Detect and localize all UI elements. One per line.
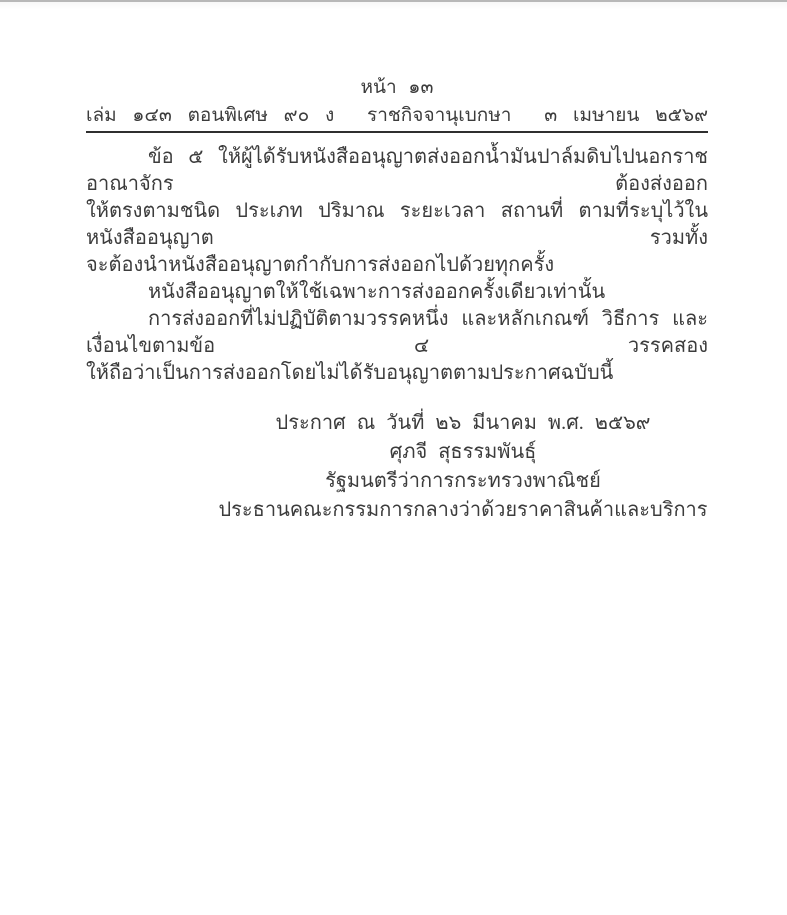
gazette-name-label: ราชกิจจานุเบกษา	[367, 105, 512, 126]
signer-name: ศุภจี สุธรรมพันธุ์	[389, 441, 537, 463]
paragraph-single-use	[86, 279, 708, 306]
signer-title-minister: รัฐมนตรีว่าการกระทรวงพาณิชย์	[325, 470, 601, 492]
volume-info-label: เล่ม ๑๔๓ ตอนพิเศษ ๙๐ ง	[86, 105, 335, 126]
gazette-masthead	[86, 104, 708, 128]
body-text-line: ให้ถือว่าเป็นการส่งออกโดยไม่ได้รับอนุญาตตามประกาศฉบับนี้	[86, 362, 614, 384]
body-text-line: ข้อ ๕ ให้ผู้ได้รับหนังสืออนุญาตส่งออกน้ำมันปาล์มดิบไปนอกราชอาณาจักร ต้องส่งออก	[86, 146, 708, 195]
proclamation-date-line: ประกาศ ณ วันที่ ๒๖ มีนาคม พ.ศ. ๒๕๖๙	[275, 412, 651, 434]
document-body	[86, 144, 708, 387]
page-number-label: หน้า ๑๓	[360, 77, 434, 98]
document-page	[86, 0, 708, 525]
body-text-line: จะต้องนำหนังสืออนุญาตกำกับการส่งออกไปด้วยทุกครั้ง	[86, 254, 555, 276]
body-text-line: หนังสืออนุญาตให้ใช้เฉพาะการส่งออกครั้งเดียวเท่านั้น	[148, 281, 606, 303]
body-text-line: ให้ตรงตามชนิด ประเภท ปริมาณ ระยะเวลา สถานที่ ตามที่ระบุไว้ในหนังสืออนุญาต รวมทั้ง	[86, 200, 708, 249]
header-rule	[86, 131, 708, 133]
paragraph-noncompliance	[86, 306, 708, 387]
signer-title-chairman: ประธานคณะกรรมการกลางว่าด้วยราคาสินค้าและบริการ	[218, 499, 708, 521]
paragraph-clause-5	[86, 144, 708, 279]
body-text-line: การส่งออกที่ไม่ปฏิบัติตามวรรคหนึ่ง และหลักเกณฑ์ วิธีการ และเงื่อนไขตามข้อ ๔ วรรคสอง	[86, 308, 708, 357]
signature-block	[86, 409, 708, 525]
gazette-date-label: ๓ เมษายน ๒๕๖๙	[544, 105, 708, 126]
